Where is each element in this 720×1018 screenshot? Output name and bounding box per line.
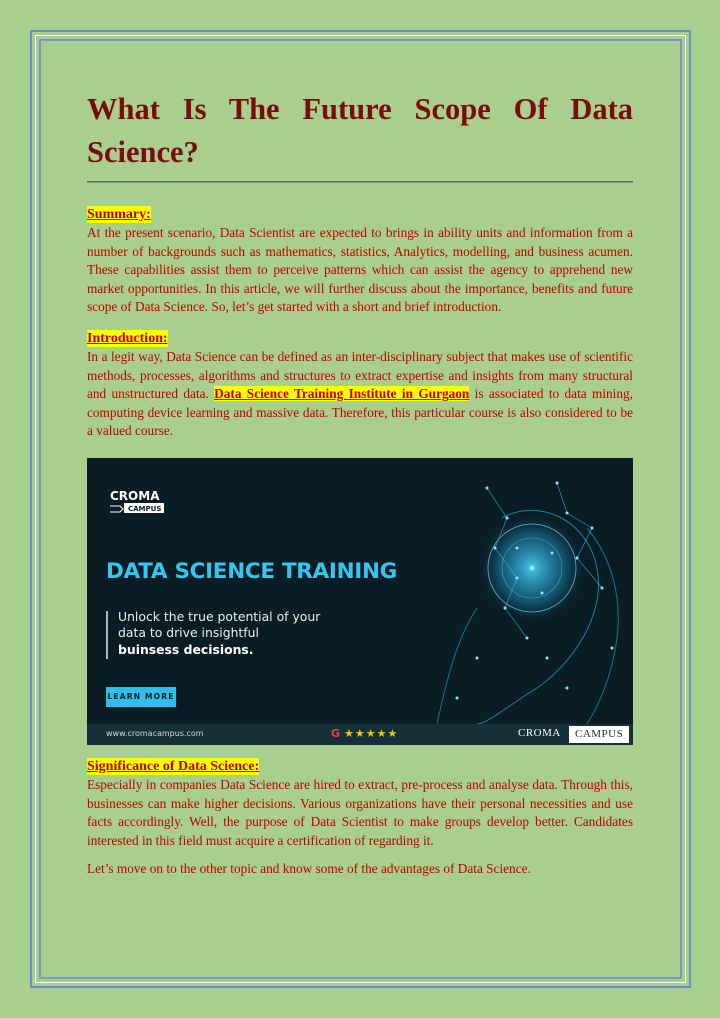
summary-paragraph: At the present scenario, Data Scientist are expected to brings in ability units and information from a number of backgrounds such as mathematics, statistics, Analytics, modelling, and business acumen. These capabilities assist them to perceive patterns which can assist the agency to apprehend new market opportunities. In this article, we will further discuss about the importance, benefits and future scope of Data Science. So, let’s get started with a short and brief introduction. [87, 225, 633, 315]
significance-paragraph: Especially in companies Data Science are hired to extract, pre-process and analyse data. Through this, businesses can make higher decisions. Various organizations have their personal necessities and use facts accordingly. Well, the purpose of Data Scientist to make groups develop better. Candidates interested in this field must acquire a certification of regarding it. [87, 776, 633, 848]
brand-campus: CAMPUS [569, 726, 629, 743]
rating-stars-icon: ★★★★★ [344, 726, 399, 740]
tagline-accent-bar [106, 611, 108, 659]
learn-more-button[interactable]: LEARN MORE [106, 687, 176, 707]
croma-campus-logo [108, 486, 170, 520]
data-science-training-banner [87, 458, 633, 745]
tagline-line-2: data to drive insightful [118, 625, 259, 641]
website-url: www.cromacampus.com [106, 728, 204, 738]
tagline-line-3: buinsess decisions. [118, 641, 254, 657]
google-icon: G [331, 726, 342, 740]
title-rule [87, 181, 633, 183]
summary-heading: Summary: [87, 207, 151, 222]
tagline-line-1: Unlock the true potential of your [118, 608, 321, 624]
logo-subtext: CAMPUS [128, 504, 162, 513]
logo-text: CROMA [110, 488, 160, 503]
introduction-paragraph [87, 348, 633, 441]
significance-heading: Significance of Data Science: [87, 758, 260, 774]
banner-title: DATA SCIENCE TRAINING [106, 558, 398, 584]
google-rating [331, 727, 398, 740]
introduction-heading: Introduction: [87, 330, 168, 346]
brand-croma: CROMA [518, 726, 561, 739]
introduction-text-before: In a legit way, Data Science can be defined as an inter-disciplinary subject that makes use of scientific methods, processes, algorithms and structures to extract expertise and insights from many structural and unstructured data. [87, 348, 633, 402]
banner-footer [87, 724, 633, 745]
digital-brain-hand-illustration [417, 458, 633, 724]
document-body [87, 88, 633, 879]
closing-paragraph: Let’s move on to the other topic and know some of the advantages of Data Science. [87, 861, 531, 877]
introduction-text-after: is associated to data mining, computing device learning and massive data. Therefore, this particular course is also considered to be a valued course. [87, 386, 633, 439]
page-title: What Is The Future Scope Of Data Science? [87, 92, 633, 169]
banner-tagline [118, 609, 348, 659]
training-institute-link[interactable]: Data Science Training Institute in Gurgaon [214, 386, 470, 402]
